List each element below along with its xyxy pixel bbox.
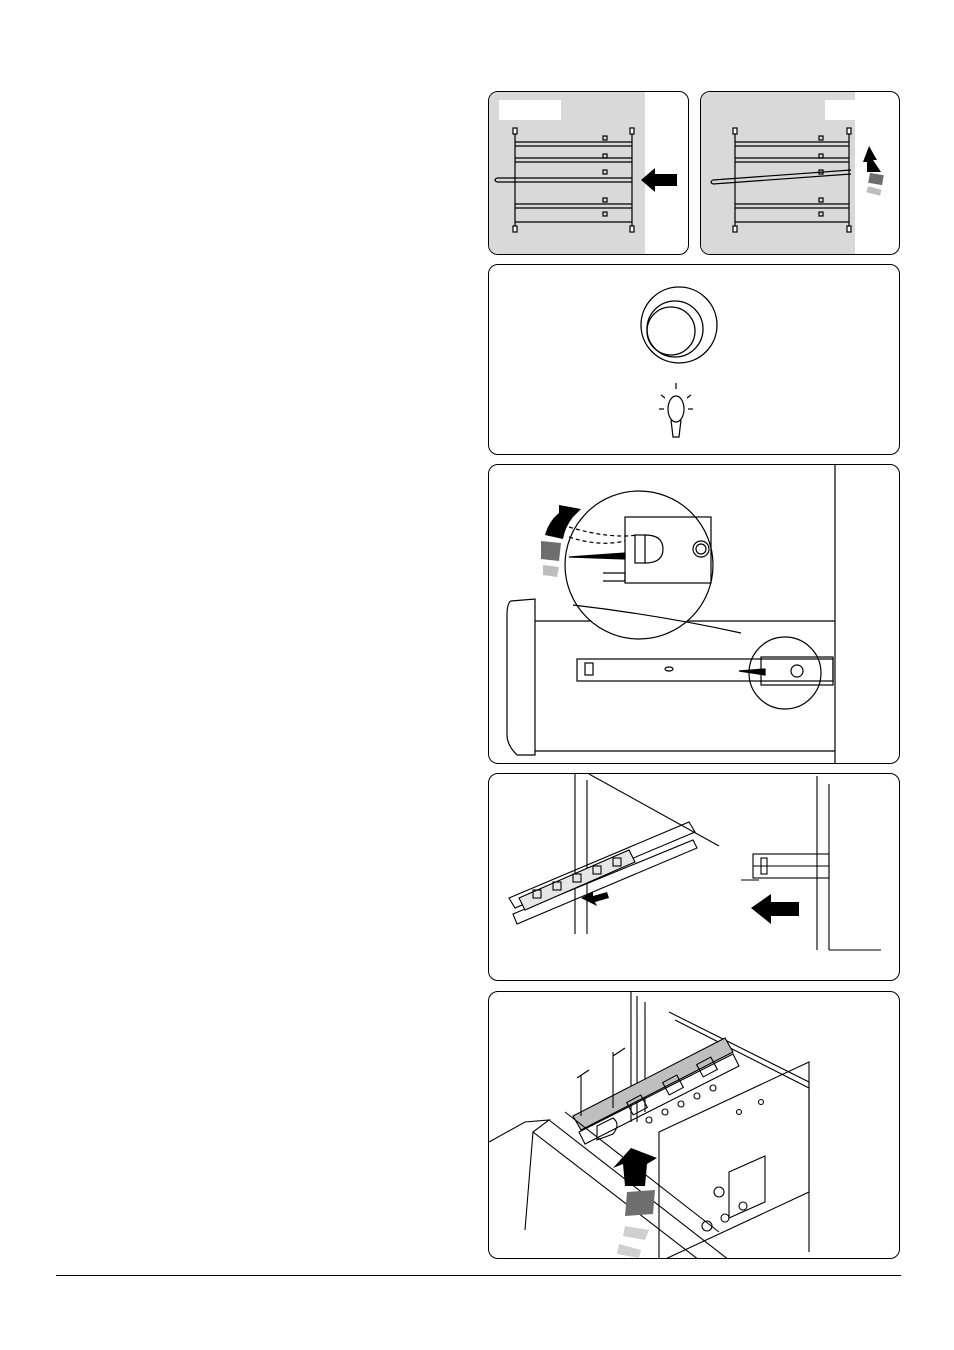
figure-drawer-insert [488, 991, 900, 1259]
drawer-illustration [489, 992, 900, 1259]
slide-illustration [489, 465, 900, 764]
button-illustration [489, 265, 900, 455]
figure-slide-release [488, 464, 900, 764]
arrow-left-icon [641, 168, 677, 192]
curved-arrow-up-icon [863, 146, 884, 196]
push-button-icon [641, 287, 717, 363]
shelf-illustration [701, 92, 900, 255]
rail-illustration [489, 774, 900, 981]
figure-shelf-tilt [700, 91, 900, 255]
arrow-left-icon [751, 894, 799, 924]
arrow-left-icon [581, 892, 609, 906]
figure-shelf-insert [488, 91, 689, 255]
footer-rule [56, 1275, 901, 1276]
lamp-icon [659, 383, 693, 437]
shelf-illustration [489, 92, 689, 255]
curved-arrow-up-icon [613, 1148, 657, 1258]
figure-rail-pull [488, 773, 900, 981]
figure-push-button [488, 264, 900, 455]
